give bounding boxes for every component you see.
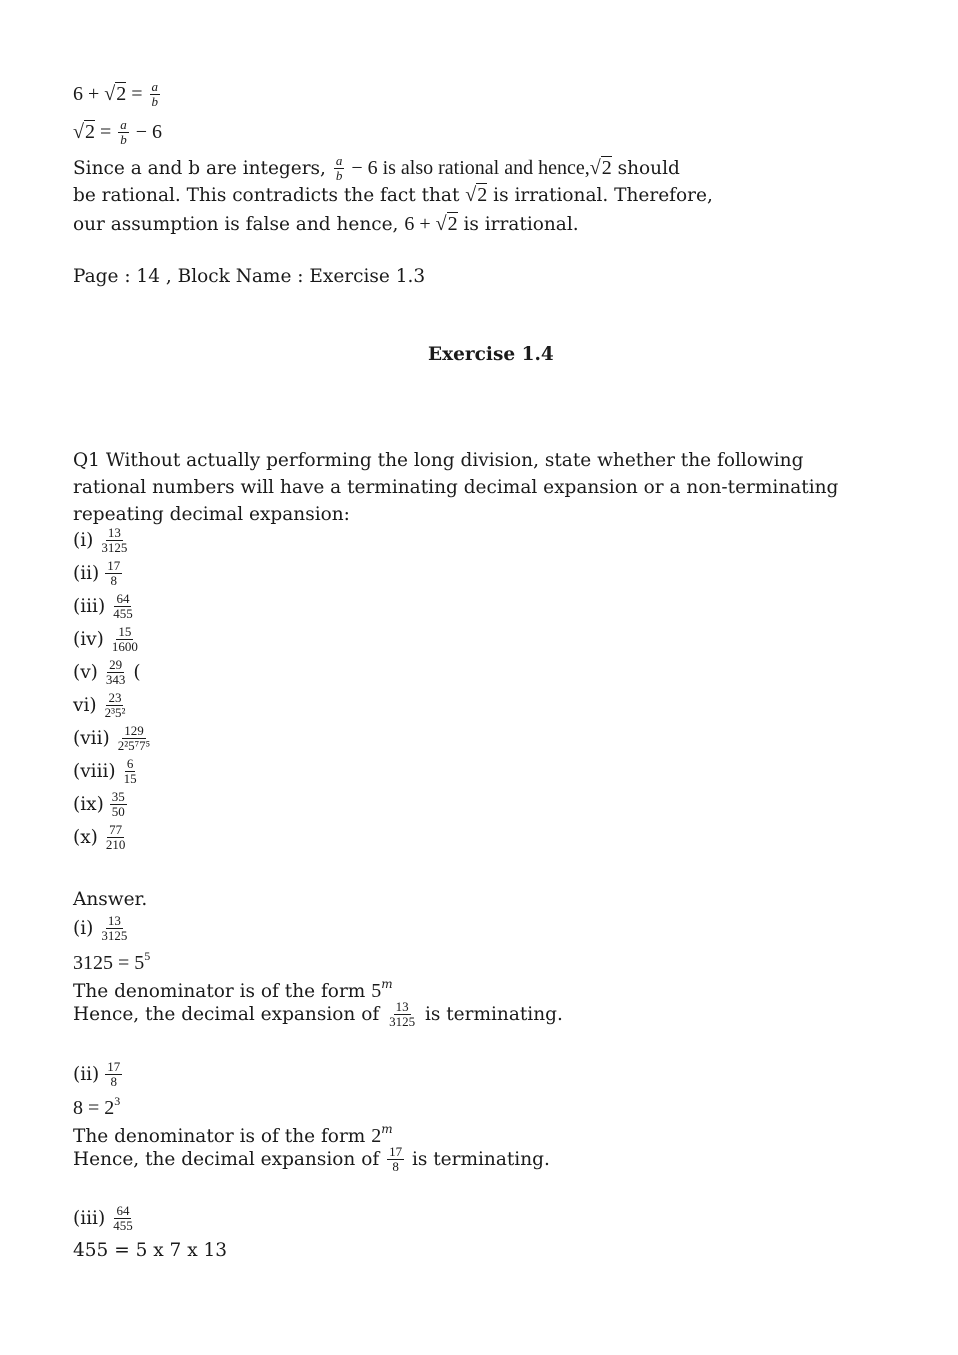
proof-text: be rational. This contradicts the fact that [73, 185, 466, 206]
question-item-label: (viii) [73, 761, 116, 783]
frac-num: 17 [389, 1144, 403, 1159]
eq2-num: a [120, 117, 127, 132]
question-item [73, 757, 141, 787]
form-text: The denominator is of the form [73, 1126, 372, 1147]
proof-frac-num: a [335, 153, 343, 168]
hence-text: Hence, the decimal expansion of [73, 1148, 386, 1170]
equation-2 [73, 118, 162, 148]
question-item-label: (vii) [73, 728, 110, 750]
question-item-label: (v) [73, 662, 98, 684]
question-item-suffix: ( [133, 662, 141, 684]
frac-num: 64 [116, 1203, 130, 1218]
proof-text: is irrational. [457, 214, 579, 235]
answer-part-label: (i) [73, 917, 94, 939]
frac-num: 35 [111, 789, 125, 804]
eq2-den: b [120, 132, 127, 148]
question-item [73, 625, 142, 655]
frac-num: 15 [118, 624, 132, 639]
eq1-num: a [151, 79, 159, 94]
proof-text: should [611, 157, 680, 179]
conclusion-fraction [387, 1000, 417, 1030]
conclusion-fraction [387, 1145, 404, 1175]
frac-den: 1600 [111, 639, 138, 655]
question-text: Q1 Without actually performing the long division, state whether the following rational numbers will have a terminating decimal expansion or a non-terminating repeating decimal expansion: [73, 450, 839, 525]
frac-num: 23 [108, 690, 122, 705]
question-item-fraction [110, 625, 140, 655]
question-item [73, 724, 154, 754]
answer-part-label: (ii) [73, 1063, 100, 1085]
form-base: 2 [371, 1125, 382, 1147]
frac-den: 455 [113, 1218, 133, 1234]
question-item-label: (i) [73, 530, 94, 552]
frac-num: 13 [395, 999, 409, 1014]
question-item [73, 592, 137, 622]
frac-den: 3125 [389, 1014, 416, 1030]
proof-radicand: 2 [601, 156, 612, 179]
answer-fraction [111, 1204, 135, 1234]
proof-radicand: 2 [477, 184, 488, 206]
answer-fraction [99, 914, 129, 944]
proof-fraction [334, 154, 345, 184]
sqrt-symbol: √2 [73, 120, 95, 143]
question-item-label: vi) [73, 695, 97, 717]
equation-1 [73, 80, 162, 110]
answer-part-ii-equation [73, 1095, 120, 1118]
frac-den: 2²5⁷7⁵ [117, 738, 151, 754]
form-exponent: m [381, 1122, 393, 1136]
proof-text: our assumption is false and hence, [73, 214, 405, 235]
eq2-equals: = [94, 120, 117, 143]
question-item [73, 823, 129, 853]
frac-den: 343 [105, 672, 126, 688]
answer-part-ii-form [73, 1123, 393, 1147]
answer-part-ii-label-row [73, 1060, 124, 1090]
eq-exponent: 3 [114, 1094, 121, 1108]
question-item-fraction [104, 658, 128, 688]
frac-den: 455 [113, 606, 133, 622]
frac-num: 13 [107, 525, 121, 540]
frac-num: 64 [116, 591, 130, 606]
answer-fraction [105, 1060, 122, 1090]
frac-num: 17 [107, 1059, 121, 1074]
question-item-fraction [99, 526, 129, 556]
question-item-label: (iii) [73, 596, 106, 618]
frac-den: 8 [110, 1074, 118, 1090]
question-item-fraction [105, 559, 122, 589]
sqrt-symbol: √2 [465, 184, 488, 206]
question-item-fraction [111, 592, 135, 622]
form-text: The denominator is of the form [73, 981, 372, 1002]
question-item [73, 526, 131, 556]
eq2-fraction [118, 118, 129, 148]
answer-part-i-conclusion [73, 1000, 563, 1030]
proof-frac-den: b [335, 168, 343, 184]
form-base: 5 [371, 980, 382, 1002]
eq1-fraction [150, 80, 161, 110]
question-item-label: (x) [73, 827, 98, 849]
eq-base: 3125 = 5 [73, 952, 145, 974]
proof-line-2 [73, 185, 713, 206]
hence-text: Hence, the decimal expansion of [73, 1003, 386, 1025]
proof-radicand: 2 [447, 213, 458, 235]
eq-base: 8 = 2 [73, 1097, 115, 1119]
frac-den: 8 [392, 1159, 399, 1175]
eq1-equals: = [126, 82, 148, 105]
question-item-label: (iv) [73, 629, 104, 651]
answer-part-i-equation [73, 950, 150, 973]
question-item-fraction [116, 724, 152, 754]
eq2-radicand: 2 [84, 120, 95, 143]
frac-den: 15 [123, 771, 137, 787]
answer-part-iii-factorization: 455 = 5 x 7 x 13 [73, 1240, 228, 1261]
question-item [73, 658, 141, 688]
proof-text: Since a and b are integers, [73, 157, 332, 179]
answer-part-ii-conclusion [73, 1145, 550, 1175]
hence-text: is terminating. [406, 1148, 550, 1170]
answer-title: Answer. [73, 889, 148, 910]
sqrt-symbol: √2 [104, 82, 127, 105]
answer-part-label: (iii) [73, 1207, 106, 1229]
question-item-label: (ii) [73, 563, 100, 585]
question-item-label: (ix) [73, 794, 104, 816]
sqrt-symbol: √2 [589, 156, 612, 179]
answer-part-i-form [73, 978, 393, 1002]
question-item [73, 790, 129, 820]
form-exponent: m [381, 977, 393, 991]
eq2-rest: − 6 [130, 120, 163, 143]
page-reference: Page : 14 , Block Name : Exercise 1.3 [73, 266, 426, 287]
proof-line-3 [73, 214, 579, 235]
proof-line-1 [73, 154, 680, 184]
frac-num: 13 [107, 913, 121, 928]
frac-den: 210 [105, 837, 126, 853]
frac-den: 50 [111, 804, 125, 820]
frac-den: 3125 [101, 540, 128, 556]
frac-den: 2³5² [104, 705, 126, 721]
proof-text: − 6 is also rational and hence, [346, 156, 590, 179]
frac-num: 6 [126, 756, 134, 771]
eq1-radicand: 2 [116, 82, 127, 105]
question-item-fraction [110, 790, 127, 820]
frac-den: 8 [110, 573, 118, 589]
answer-part-i-label-row [73, 914, 131, 944]
frac-num: 29 [109, 657, 123, 672]
proof-math: 6 + [404, 213, 436, 235]
frac-den: 3125 [101, 928, 128, 944]
question-item [73, 691, 129, 721]
frac-num: 77 [109, 822, 123, 837]
question-item-fraction [104, 823, 128, 853]
answer-part-iii-label-row [73, 1204, 137, 1234]
frac-num: 17 [107, 558, 121, 573]
sqrt-symbol: √2 [435, 213, 458, 235]
proof-text: is irrational. Therefore, [487, 185, 713, 206]
question-item-fraction [103, 691, 128, 721]
section-heading: Exercise 1.4 [428, 344, 554, 365]
question-item [73, 559, 124, 589]
hence-text: is terminating. [419, 1003, 563, 1025]
eq1-lhs: 6 + [73, 82, 105, 105]
frac-num: 129 [124, 723, 144, 738]
eq1-den: b [151, 94, 159, 110]
eq-exponent: 5 [144, 949, 151, 963]
question-item-fraction [122, 757, 139, 787]
